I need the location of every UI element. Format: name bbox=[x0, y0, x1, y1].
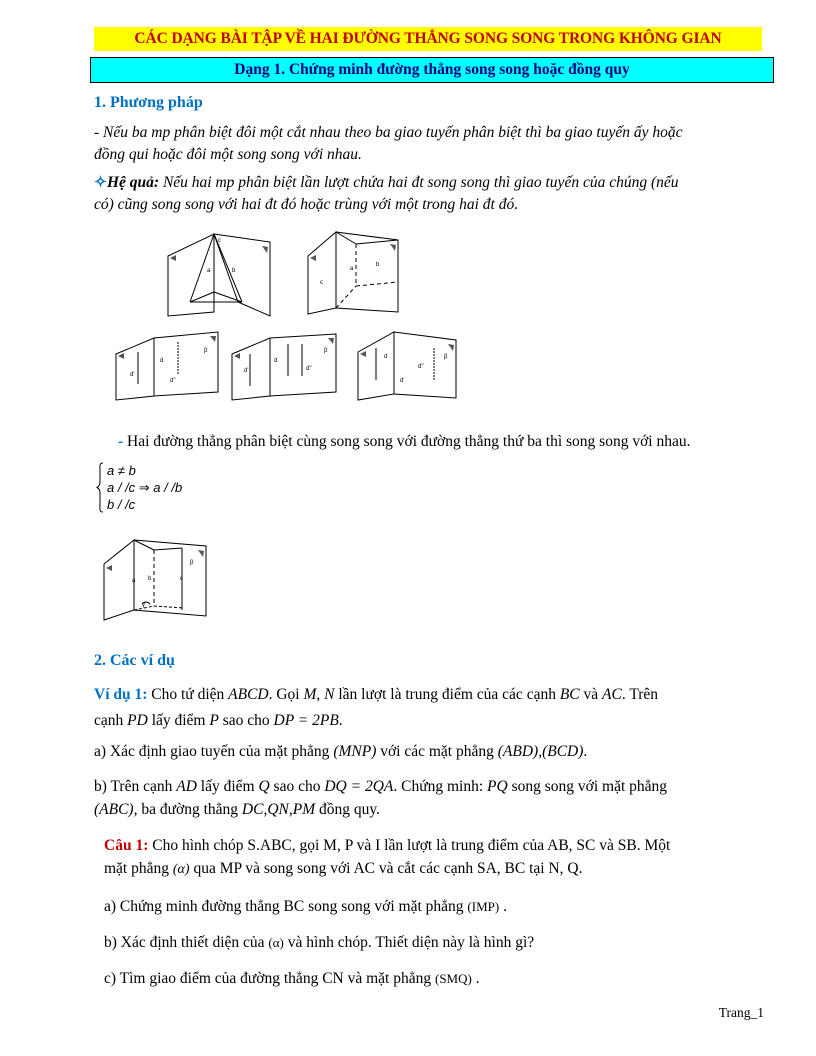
figure-plane-1 bbox=[308, 232, 336, 314]
text: , bbox=[316, 686, 325, 703]
corollary-label: Hệ quả: bbox=[107, 174, 160, 191]
figure-plane-1 bbox=[104, 540, 134, 620]
math: (ABC) bbox=[94, 801, 134, 818]
figure-plane-right bbox=[154, 332, 218, 396]
figure-label-d-double-prime: d'' bbox=[306, 366, 312, 372]
figure-label-d-prime: d' bbox=[130, 372, 135, 378]
math: (α) bbox=[172, 862, 190, 877]
math: AC bbox=[602, 686, 622, 703]
text: . Trên bbox=[621, 686, 659, 703]
question-1-part-c bbox=[104, 968, 480, 990]
page-number: Trang_1 bbox=[718, 1005, 764, 1020]
math: AD bbox=[176, 778, 197, 795]
text: và hình chóp. Thiết diện này là hình gì? bbox=[283, 934, 535, 951]
figure-plane-2 bbox=[336, 232, 398, 312]
figure-label-d: d bbox=[274, 358, 278, 364]
text: , ba đường thẳng bbox=[133, 801, 242, 818]
math: (SMQ) bbox=[434, 971, 472, 986]
text: và bbox=[579, 686, 603, 703]
figure-label-d-prime: d' bbox=[244, 368, 249, 374]
figure-label-beta: β bbox=[444, 354, 448, 360]
math: (α) bbox=[268, 935, 284, 950]
math: (IMP) bbox=[467, 899, 500, 914]
corollary-line-1: Nếu hai mp phân biệt lần lượt chứa hai đt song song thì giao tuyến của chúng (nếu bbox=[159, 174, 679, 191]
text: Cho tứ diện bbox=[147, 686, 229, 703]
bullet-dash: - bbox=[118, 433, 124, 450]
text: mặt phẳng bbox=[104, 860, 173, 877]
text: b) Xác định thiết diện của bbox=[104, 934, 269, 951]
transitive-text: Hai đường thẳng phân biệt cùng song song với đường thẳng thứ ba thì song song với nhau. bbox=[127, 433, 691, 450]
figure-label-d-double-prime: d'' bbox=[170, 378, 176, 384]
text: . Gọi bbox=[268, 686, 304, 703]
math: PD bbox=[127, 712, 148, 729]
math: Q bbox=[258, 778, 270, 795]
math: (MNP) bbox=[333, 743, 377, 760]
section-heading-dang-1: Dạng 1. Chứng minh đường thẳng song song hoặc đồng quy bbox=[90, 57, 774, 83]
system-line-1: a ≠ b bbox=[107, 463, 136, 478]
method-paragraph bbox=[94, 122, 784, 166]
math: PQ bbox=[487, 778, 508, 795]
text: lấy điểm bbox=[196, 778, 259, 795]
math: DC,QN,PM bbox=[241, 801, 316, 818]
math: M bbox=[303, 686, 317, 703]
figure-label-c: c bbox=[320, 280, 323, 286]
text: a) Chứng minh đường thẳng BC song song với mặt phẳng bbox=[104, 898, 468, 915]
text: song song với mặt phẳng bbox=[507, 778, 668, 795]
corollary-line-2: có) cũng song song với hai đt đó hoặc trùng với một trong hai đt đó. bbox=[94, 196, 519, 213]
question-1-part-b bbox=[104, 932, 534, 954]
figure-label-b: b bbox=[376, 262, 380, 268]
text: . bbox=[499, 898, 507, 915]
figure-label-b: b bbox=[232, 268, 236, 274]
figure-label-a: a bbox=[350, 266, 354, 272]
text: a) Xác định giao tuyến của mặt phẳng bbox=[94, 743, 334, 760]
text: sao cho bbox=[218, 712, 274, 729]
text: Cho hình chóp S.ABC, gọi M, P và I lần lượt là trung điểm của AB, SC và SB. Một bbox=[148, 837, 671, 854]
heading-cac-vi-du: 2. Các ví dụ bbox=[94, 652, 175, 669]
transitive-paragraph bbox=[118, 431, 788, 453]
text: lấy điểm bbox=[147, 712, 210, 729]
text: đồng quy. bbox=[315, 801, 380, 818]
figure-label-d: d bbox=[160, 358, 164, 364]
system-line-2: a / /c ⇒ a / /b bbox=[107, 480, 183, 495]
text: sao cho bbox=[269, 778, 325, 795]
text: . bbox=[471, 970, 480, 987]
text: c) Tìm giao điểm của đường thẳng CN và mặt phẳng bbox=[104, 970, 435, 987]
text: . Chứng minh: bbox=[393, 778, 488, 795]
question-1-label: Câu 1: bbox=[104, 837, 149, 854]
corollary-paragraph bbox=[94, 172, 784, 216]
figure-plane-right bbox=[270, 334, 336, 396]
figure-label-beta: β bbox=[324, 348, 328, 354]
example-1-part-b bbox=[94, 775, 784, 821]
figure-three-planes-parallel bbox=[306, 226, 406, 318]
figure-plane-1 bbox=[168, 234, 214, 316]
math: (ABD),(BCD) bbox=[497, 743, 584, 760]
figure-label-d-double-prime: d'' bbox=[418, 364, 424, 370]
math: N bbox=[324, 686, 335, 703]
figure-two-planes-3 bbox=[356, 328, 460, 404]
math-system bbox=[96, 462, 182, 513]
figure-label-beta: β bbox=[204, 348, 208, 354]
figure-label-beta: β bbox=[190, 560, 194, 566]
text: qua MP và song song với AC và cắt các cạnh SA, BC tại N, Q. bbox=[189, 860, 583, 877]
system-line-3: b / /c bbox=[107, 497, 136, 512]
figure-plane-left bbox=[116, 338, 154, 400]
heading-phuong-phap: 1. Phương pháp bbox=[94, 94, 203, 111]
figure-label-a: a bbox=[132, 578, 136, 584]
figure-plane-right bbox=[394, 332, 456, 398]
text: . bbox=[583, 743, 588, 760]
figure-three-planes-concurrent bbox=[166, 228, 274, 318]
figure-label-gamma: γ bbox=[142, 602, 145, 608]
figure-label-d: d bbox=[384, 354, 388, 360]
figure-label-a: a bbox=[207, 268, 211, 274]
example-1-label: Ví dụ 1: bbox=[94, 686, 148, 703]
figure-label-d-prime: d' bbox=[400, 378, 405, 384]
math: DP = 2PB bbox=[273, 712, 339, 729]
method-line-1: - Nếu ba mp phân biệt đôi một cắt nhau theo ba giao tuyến phân biệt thì ba giao tuyến ấy hoặc bbox=[94, 124, 683, 141]
figure-parallel-three-planes bbox=[102, 534, 212, 622]
text: . bbox=[338, 712, 343, 729]
math: BC bbox=[559, 686, 580, 703]
star-icon: ✧ bbox=[94, 174, 107, 191]
math: P bbox=[209, 712, 219, 729]
text: lần lượt là trung điểm của các cạnh bbox=[334, 686, 560, 703]
text: b) Trên cạnh bbox=[94, 778, 177, 795]
figure-label-b: b bbox=[148, 576, 152, 582]
figure-plane-2 bbox=[214, 234, 270, 316]
figure-label-c: c bbox=[180, 576, 183, 582]
figure-label-c: c bbox=[218, 238, 221, 244]
math: DQ = 2QA bbox=[324, 778, 394, 795]
math: ABCD bbox=[228, 686, 269, 703]
example-1 bbox=[94, 682, 784, 734]
text: cạnh bbox=[94, 712, 128, 729]
method-line-2: đồng qui hoặc đôi một song song với nhau. bbox=[94, 146, 362, 163]
question-1 bbox=[104, 834, 784, 881]
brace-icon bbox=[96, 462, 104, 513]
question-1-part-a bbox=[104, 896, 507, 918]
figure-two-planes-1 bbox=[114, 330, 220, 402]
page-title: CÁC DẠNG BÀI TẬP VỀ HAI ĐƯỜNG THẲNG SONG SONG TRONG KHÔNG GIAN bbox=[94, 27, 762, 51]
example-1-part-a bbox=[94, 741, 587, 763]
figure-plane-left bbox=[232, 338, 270, 400]
text: với các mặt phẳng bbox=[376, 743, 498, 760]
figure-two-planes-2 bbox=[230, 330, 340, 402]
